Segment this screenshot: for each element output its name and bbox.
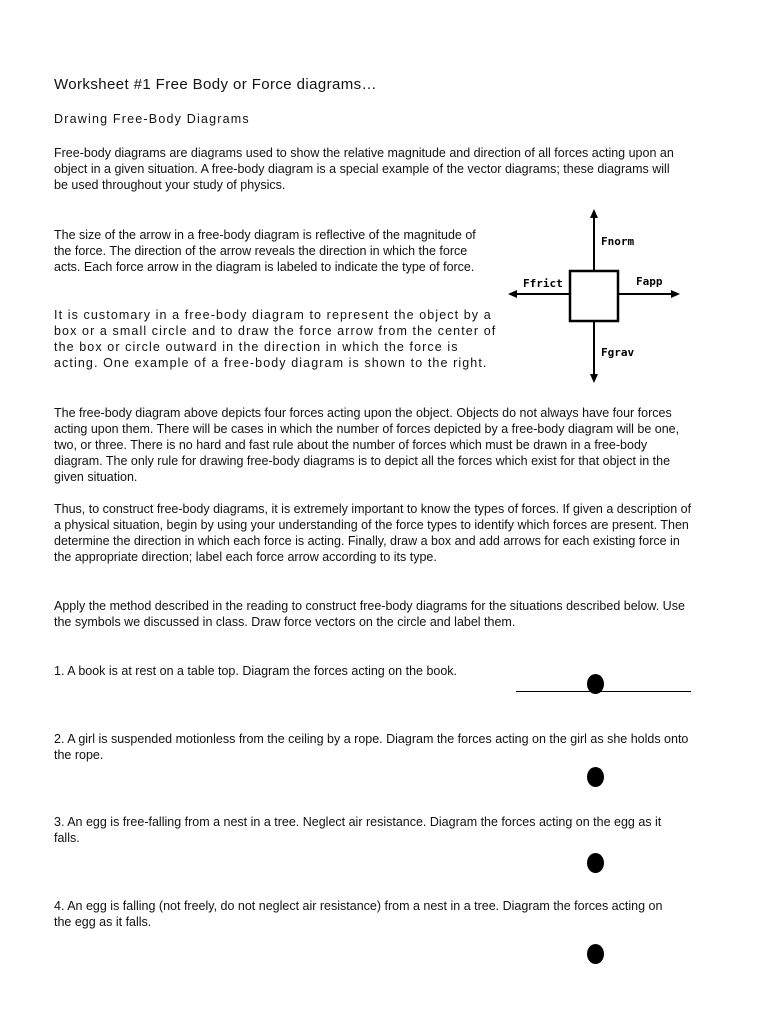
- paragraph-customary: It is customary in a free-body diagram to represent the object by a box or a small circle and to draw the force arrow from the center of the box or circle outward in the direction in which the force is acting. One example of a free-body diagram is shown to the right.: [54, 308, 497, 370]
- question-3: 3. An egg is free-falling from a nest in a tree. Neglect air resistance. Diagram the forces acting on the egg as it falls.: [54, 815, 662, 845]
- arrow-down-head: [590, 374, 598, 383]
- answer-circle-2[interactable]: [587, 767, 604, 787]
- label-fgrav: Fgrav: [601, 346, 635, 359]
- paragraph-construct: Thus, to construct free-body diagrams, it is extremely important to know the types of forces. If given a description of a physical situation, begin by using your understanding of the force types to identify which forces are present. Then determine the direction in which each force is acting. Finally, draw a box and add arrows for each existing force in the appropriate direction; label each force arrow according to its type.: [54, 502, 692, 564]
- arrow-left-head: [508, 290, 517, 298]
- free-body-diagram-example: [505, 205, 695, 390]
- answer-circle-4[interactable]: [587, 944, 604, 964]
- paragraph-arrow-size: The size of the arrow in a free-body diagram is reflective of the magnitude of the force. The direction of the arrow reveals the direction in which the force acts. Each force arrow in the diagram is labeled to indicate the type of force.: [54, 228, 476, 274]
- paragraph-intro: Free-body diagrams are diagrams used to show the relative magnitude and direction of all forces acting upon an object in a given situation. A free-body diagram is a special example of the vector diagrams; these diagrams will be used throughout your study of physics.: [54, 146, 674, 192]
- object-box: [570, 271, 618, 321]
- label-ffrict: Ffrict: [523, 277, 563, 290]
- arrow-right-head: [671, 290, 680, 298]
- answer-circle-3[interactable]: [587, 853, 604, 873]
- arrow-up-head: [590, 209, 598, 218]
- worksheet-title: Worksheet #1 Free Body or Force diagrams…: [54, 76, 377, 93]
- section-subtitle: Drawing Free-Body Diagrams: [54, 112, 250, 126]
- free-body-diagram-svg: [505, 205, 695, 390]
- paragraph-instructions: Apply the method described in the reading to construct free-body diagrams for the situations described below. Use the symbols we discussed in class. Draw force vectors on the circle and label them.: [54, 599, 685, 629]
- question-2: 2. A girl is suspended motionless from the ceiling by a rope. Diagram the forces acting on the girl as she holds onto the rope.: [54, 732, 689, 762]
- paragraph-four-forces: The free-body diagram above depicts four forces acting upon the object. Objects do not always have four forces acting upon them. There will be cases in which the number of forces depicted by a free-body diagram will be one, two, or three. There is no hard and fast rule about the number of forces which must be drawn in a free-body diagram. The only rule for drawing free-body diagrams is to depict all the forces which exist for that object in the given situation.: [54, 406, 680, 484]
- label-fnorm: Fnorm: [601, 235, 635, 248]
- label-fapp: Fapp: [636, 275, 663, 288]
- question-1: 1. A book is at rest on a table top. Diagram the forces acting on the book.: [54, 664, 458, 678]
- table-surface-line: [516, 691, 691, 692]
- question-4: 4. An egg is falling (not freely, do not neglect air resistance) from a nest in a tree. Diagram the forces acting on the egg as it falls.: [54, 899, 663, 929]
